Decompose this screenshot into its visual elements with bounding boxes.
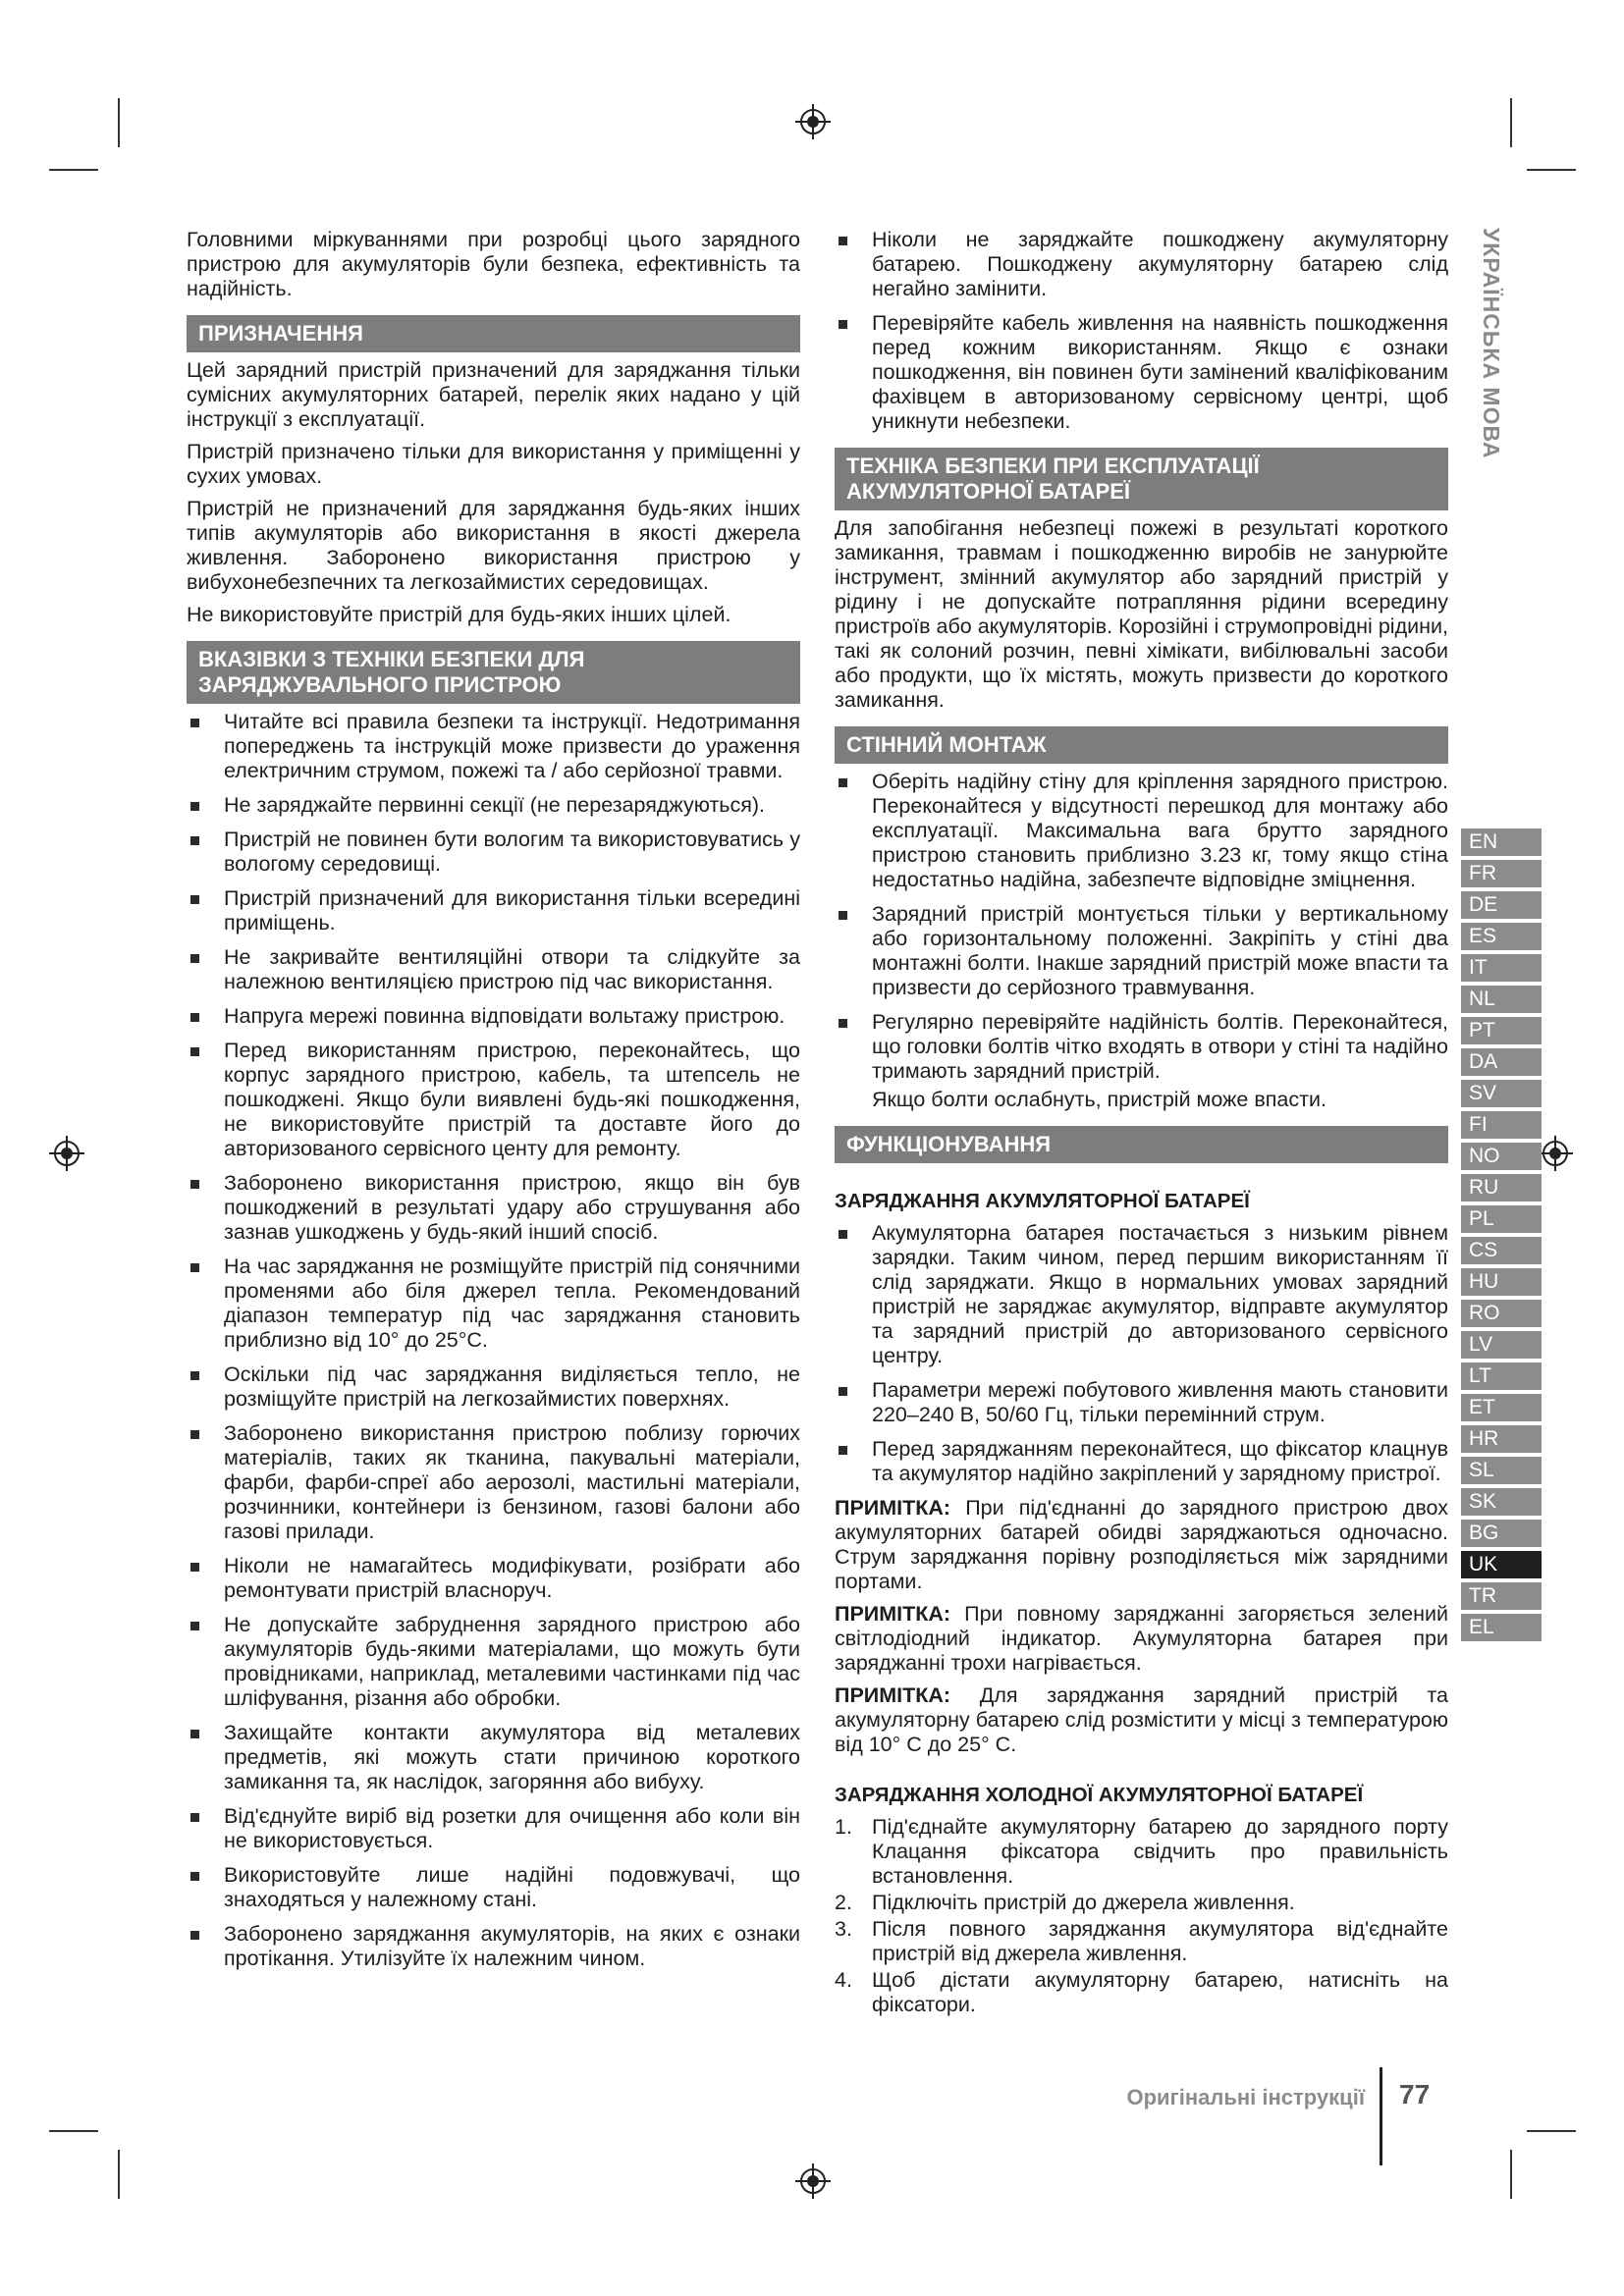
registration-mark-icon — [47, 1134, 86, 1173]
note-text: Для заряджання зарядний пристрій та акумуляторну батарею слід розмістити у місці з температурою від 10° C до 25° C. — [835, 1683, 1448, 1756]
charger-safety-list — [187, 710, 800, 1971]
paragraph: Для запобігання небезпеці пожежі в результаті короткого замикання, травмам і пошкодженню виробів не занурюйте інструмент, змінний акумулятор або зарядний пристрій у рідину і не допускайте потрапляння рідини всередину пристроїв або акумуляторів. Корозійні і струмопровідні рідини, такі як солоний розчин, певні хімікати, вибілювальні засоби або продукти, що їх містять, можуть призвести до короткого замикання. — [835, 516, 1448, 712]
language-tab-ro[interactable]: RO — [1461, 1300, 1542, 1327]
language-tab-nl[interactable]: NL — [1461, 986, 1542, 1013]
note-label: ПРИМІТКА: — [835, 1602, 951, 1626]
language-tab-sk[interactable]: SK — [1461, 1488, 1542, 1516]
bullet-icon — [190, 1180, 199, 1189]
list-item — [187, 828, 800, 877]
bullet-icon — [839, 237, 847, 245]
step-number: 1. — [835, 1815, 852, 1839]
list-item-text: Ніколи не заряджайте пошкоджену акумуляторну батарею. Пошкоджену акумуляторну батарею слід негайно замінити. — [872, 228, 1448, 300]
bullet-icon — [190, 836, 199, 845]
note — [835, 1683, 1448, 1757]
bullet-icon — [190, 802, 199, 811]
note-label: ПРИМІТКА: — [835, 1496, 951, 1520]
list-item — [187, 1362, 800, 1412]
page-number: 77 — [1399, 2079, 1431, 2109]
list-item — [187, 1721, 800, 1794]
bullet-icon — [190, 1730, 199, 1738]
footer-divider — [1380, 2067, 1382, 2165]
language-tab-it[interactable]: IT — [1461, 954, 1542, 982]
bullet-icon — [839, 1387, 847, 1396]
language-tab-hu[interactable]: HU — [1461, 1268, 1542, 1296]
step-text: Підключіть пристрій до джерела живлення. — [872, 1891, 1295, 1914]
left-column — [187, 228, 800, 1981]
list-item — [187, 1004, 800, 1029]
bullet-icon — [190, 719, 199, 727]
language-tab-fi[interactable]: FI — [1461, 1111, 1542, 1139]
bullet-icon — [839, 320, 847, 329]
language-tab-es[interactable]: ES — [1461, 923, 1542, 950]
side-language-label: УКРАЇНСЬКА МОВА — [1479, 228, 1504, 459]
step-number: 2. — [835, 1891, 852, 1914]
list-item-text: Акумуляторна батарея постачається з низьким рівнем зарядки. Таким чином, перед першим використанням її слід заряджати. Якщо в нормальних умовах зарядний пристрій не заряджає акумулятор, відправте акумулятор та зарядний пристрій до авторизованого сервісного центру. — [872, 1221, 1448, 1367]
list-item-text: Заборонено використання пристрою поблизу горючих матеріалів, таких як тканина, пакувальні матеріали, фарби, фарби-спреї або аерозолі, мастильні матеріали, розчинники, контейнери із бензином, газові балони або газові прилади. — [224, 1421, 800, 1543]
note-label: ПРИМІТКА: — [835, 1683, 951, 1707]
subheading-cold-charging: ЗАРЯДЖАННЯ ХОЛОДНОЇ АКУМУЛЯТОРНОЇ БАТАРЕЇ — [835, 1784, 1364, 1806]
step-item — [835, 1891, 1448, 1915]
step-item — [835, 1968, 1448, 2017]
list-item — [835, 1221, 1448, 1368]
list-item-text: Перед використанням пристрою, переконайтесь, що корпус зарядного пристрою, кабель, та штепсель не пошкоджені. Якщо були виявлені будь-які пошкодження, не використовуйте пристрій та доставте його до авторизованого сервісного центу для ремонту. — [224, 1039, 800, 1160]
list-item-text: Ніколи не намагайтесь модифікувати, розібрати або ремонтувати пристрій власноруч. — [224, 1554, 800, 1602]
bullet-icon — [190, 1263, 199, 1272]
bullet-icon — [839, 778, 847, 787]
list-item-text: Захищайте контакти акумулятора від металевих предметів, які можуть стати причиною короткого замикання та, як наслідок, загоряння або вибуху. — [224, 1721, 800, 1793]
wall-mount-list — [835, 770, 1448, 1084]
language-tab-ru[interactable]: RU — [1461, 1174, 1542, 1201]
section-heading-charger-safety — [187, 641, 800, 704]
language-tab-hr[interactable]: HR — [1461, 1425, 1542, 1453]
charger-safety-list-continued — [835, 228, 1448, 434]
list-item — [835, 228, 1448, 301]
bullet-icon — [190, 1622, 199, 1630]
list-item — [835, 902, 1448, 1000]
list-item — [835, 1010, 1448, 1084]
step-text: Щоб дістати акумуляторну батарею, натисніть на фіксатори. — [872, 1968, 1448, 2016]
list-item — [187, 710, 800, 783]
bullet-icon — [190, 895, 199, 904]
list-item-text: Перед заряджанням переконайтеся, що фіксатор клацнув та акумулятор надійно закріплений у зарядному пристрої. — [872, 1437, 1448, 1485]
language-tab-sl[interactable]: SL — [1461, 1457, 1542, 1484]
list-item-text: Не закривайте вентиляційні отвори та слідкуйте за належною вентиляцією пристрою під час використання. — [224, 945, 800, 993]
language-tab-el[interactable]: EL — [1461, 1614, 1542, 1641]
bullet-icon — [839, 1230, 847, 1239]
language-tab-sv[interactable]: SV — [1461, 1080, 1542, 1107]
list-item-text: Заборонено використання пристрою, якщо він був пошкоджений в результаті удару або струшування або зазнав ушкоджень у будь-який інший спосіб. — [224, 1171, 800, 1244]
heading-line: ЗАРЯДЖУВАЛЬНОГО ПРИСТРОЮ — [198, 672, 562, 697]
language-tab-cs[interactable]: CS — [1461, 1237, 1542, 1264]
bullet-icon — [190, 1047, 199, 1056]
list-item-text: Використовуйте лише надійні подовжувачі, що знаходяться у належному стані. — [224, 1863, 800, 1911]
list-item-text: Параметри мережі побутового живлення мають становити 220–240 В, 50/60 Гц, тільки перемінний струм. — [872, 1378, 1448, 1426]
paragraph: Цей зарядний пристрій призначений для заряджання тільки сумісних акумуляторних батарей, перелік яких надано у цій інструкції з експлуатації. — [187, 358, 800, 431]
charging-list — [835, 1221, 1448, 1486]
bullet-icon — [190, 1371, 199, 1380]
crop-mark — [118, 98, 120, 147]
language-tab-lt[interactable]: LT — [1461, 1362, 1542, 1390]
list-item-text: Зарядний пристрій монтується тільки у вертикальному або горизонтальному положенні. Закріпіть у стіні два монтажні болти. Інакше зарядний пристрій може впасти та призвести до серйозного травмування. — [872, 902, 1448, 999]
list-item — [835, 770, 1448, 892]
step-text: Після повного заряджання акумулятора від'єднайте пристрій від джерела живлення. — [872, 1917, 1448, 1965]
section-heading-purpose: ПРИЗНАЧЕННЯ — [187, 315, 800, 352]
heading-line: АКУМУЛЯТОРНОЇ БАТАРЕЇ — [846, 479, 1130, 504]
bullet-icon — [190, 1563, 199, 1572]
language-tab-et[interactable]: ET — [1461, 1394, 1542, 1421]
list-item — [187, 1171, 800, 1245]
list-item — [187, 1922, 800, 1971]
list-item — [187, 1255, 800, 1353]
bullet-icon — [190, 1430, 199, 1439]
paragraph: Пристрій не призначений для заряджання будь-яких інших типів акумуляторів або використання в якості джерела живлення. Заборонено використання пристрою у вибухонебезпечних та легкозаймистих середовищах. — [187, 497, 800, 594]
list-item — [187, 945, 800, 994]
step-number: 3. — [835, 1917, 852, 1941]
list-item-text: Регулярно перевіряйте надійність болтів. Переконайтеся, що головки болтів чітко входять в отвори у стіні та надійно тримають зарядний пристрій. — [872, 1010, 1448, 1083]
language-tabs — [1461, 828, 1542, 1645]
step-number: 4. — [835, 1968, 852, 1992]
note-text: При повному заряджанні загоряється зелений світлодіодний індикатор. Акумуляторна батарея при заряджанні трохи нагрівається. — [835, 1602, 1448, 1675]
list-item — [187, 1613, 800, 1711]
list-item — [187, 886, 800, 935]
note — [835, 1496, 1448, 1594]
list-item-text: Не заряджайте первинні секції (не перезаряджуються). — [224, 793, 766, 817]
language-tab-uk[interactable]: UK — [1461, 1551, 1542, 1578]
list-item — [187, 1554, 800, 1603]
list-item-text: Оберіть надійну стіну для кріплення зарядного пристрою. Переконайтеся у відсутності перешкод для монтажу або експлуатації. Максимальна вага брутто зарядного пристрою становить приблизно 3.23 кг, тому якщо стіна недостатньо надійна, забезпечте відповідне зміцнення. — [872, 770, 1448, 891]
language-tab-da[interactable]: DA — [1461, 1048, 1542, 1076]
language-tab-en[interactable]: EN — [1461, 828, 1542, 856]
registration-mark-icon — [793, 2162, 833, 2201]
bullet-icon — [190, 1931, 199, 1940]
paragraph: Не використовуйте пристрій для будь-яких інших цілей. — [187, 603, 731, 626]
language-tab-de[interactable]: DE — [1461, 891, 1542, 919]
language-tab-fr[interactable]: FR — [1461, 860, 1542, 887]
list-item — [835, 1378, 1448, 1427]
bullet-icon — [190, 1013, 199, 1022]
crop-mark — [1510, 98, 1512, 147]
registration-mark-icon — [1536, 1134, 1575, 1173]
list-item-text: На час заряджання не розміщуйте пристрій під сонячними променями або біля джерел тепла. Рекомендований діапазон температур під час заряджання становить приблизно від 10° до 25°C. — [224, 1255, 800, 1352]
heading-line: ТЕХНІКА БЕЗПЕКИ ПРИ ЕКСПЛУАТАЦІЇ — [846, 454, 1260, 478]
cold-charging-steps — [835, 1815, 1448, 2017]
paragraph: Якщо болти ослабнуть, пристрій може впасти. — [872, 1088, 1326, 1111]
list-item — [187, 1039, 800, 1161]
crop-mark — [49, 2130, 98, 2132]
list-item-text: Від'єднуйте виріб від розетки для очищення або коли він не використовується. — [224, 1804, 800, 1852]
language-tab-pl[interactable]: PL — [1461, 1205, 1542, 1233]
language-tab-no[interactable]: NO — [1461, 1143, 1542, 1170]
list-item — [835, 311, 1448, 434]
language-tab-pt[interactable]: PT — [1461, 1017, 1542, 1044]
list-item — [187, 793, 800, 818]
list-item-text: Оскільки під час заряджання виділяється тепло, не розміщуйте пристрій на легкозаймистих поверхнях. — [224, 1362, 800, 1411]
section-heading-operation: ФУНКЦІОНУВАННЯ — [835, 1126, 1448, 1163]
bullet-icon — [190, 1813, 199, 1822]
list-item — [187, 1863, 800, 1912]
crop-mark — [1527, 2130, 1576, 2132]
list-item-text: Читайте всі правила безпеки та інструкції. Недотримання попереджень та інструкцій може призвести до ураження електричним струмом, пожежі та / або серйозної травми. — [224, 710, 800, 782]
language-tab-lv[interactable]: LV — [1461, 1331, 1542, 1359]
crop-mark — [1510, 2150, 1512, 2199]
language-tab-tr[interactable]: TR — [1461, 1582, 1542, 1610]
registration-mark-icon — [793, 102, 833, 141]
step-item — [835, 1815, 1448, 1889]
list-item-text: Не допускайте забруднення зарядного пристрою або акумуляторів будь-якими матеріалами, що можуть бути провідниками, наприклад, металевими частинками під час шліфування, різання або обробки. — [224, 1613, 800, 1710]
bullet-icon — [839, 911, 847, 920]
footer-text: Оригінальні інструкції — [1126, 2085, 1365, 2109]
heading-line: ВКАЗІВКИ З ТЕХНІКИ БЕЗПЕКИ ДЛЯ — [198, 647, 585, 671]
note-text: При під'єднанні до зарядного пристрою двох акумуляторних батарей обидві заряджаються одночасно. Струм заряджання порівну розподіляється між зарядними портами. — [835, 1496, 1448, 1593]
list-item-text: Напруга мережі повинна відповідати вольтажу пристрою. — [224, 1004, 785, 1028]
list-item-text: Пристрій не повинен бути вологим та використовуватись у вологому середовищі. — [224, 828, 800, 876]
paragraph: Пристрій призначено тільки для використання у приміщенні у сухих умовах. — [187, 440, 800, 488]
bullet-icon — [190, 954, 199, 963]
crop-mark — [49, 169, 98, 171]
crop-mark — [1527, 169, 1576, 171]
language-tab-bg[interactable]: BG — [1461, 1520, 1542, 1547]
list-item — [835, 1437, 1448, 1486]
list-item — [187, 1804, 800, 1853]
intro-text: Головними міркуваннями при розробці цього зарядного пристрою для акумуляторів були безпека, ефективність та надійність. — [187, 228, 800, 300]
section-heading-battery-safety — [835, 448, 1448, 510]
note — [835, 1602, 1448, 1676]
step-text: Під'єднайте акумуляторну батарею до зарядного порту Клацання фіксатора свідчить про правильність встановлення. — [872, 1815, 1448, 1888]
bullet-icon — [839, 1019, 847, 1028]
right-column — [835, 228, 1448, 2019]
subheading-charging: ЗАРЯДЖАННЯ АКУМУЛЯТОРНОЇ БАТАРЕЇ — [835, 1190, 1250, 1212]
list-item-text: Пристрій призначений для використання тільки всередині приміщень. — [224, 886, 800, 934]
section-heading-wall-mount: СТІННИЙ МОНТАЖ — [835, 726, 1448, 764]
step-item — [835, 1917, 1448, 1966]
list-item — [187, 1421, 800, 1544]
bullet-icon — [839, 1446, 847, 1455]
bullet-icon — [190, 1872, 199, 1881]
crop-mark — [118, 2150, 120, 2199]
list-item-text: Заборонено заряджання акумуляторів, на яких є ознаки протікання. Утилізуйте їх належним чином. — [224, 1922, 800, 1970]
list-item-text: Перевіряйте кабель живлення на наявність пошкодження перед кожним використанням. Якщо є ознаки пошкодження, він повинен бути замінений кваліфікованим фахівцем в авторизованому сервісному центрі, щоб уникнути небезпеки. — [872, 311, 1448, 433]
